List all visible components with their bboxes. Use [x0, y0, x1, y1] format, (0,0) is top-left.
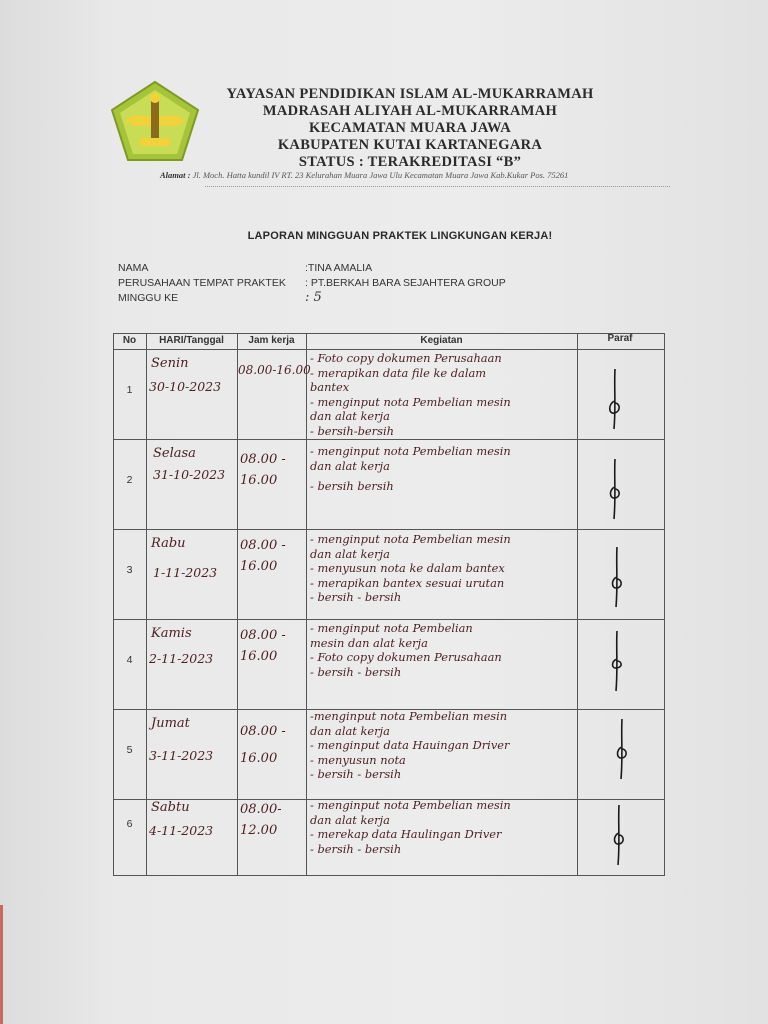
address-line: [160, 170, 680, 180]
header-day: HARI/Tanggal: [159, 335, 224, 346]
activity-line: - menginput nota Pembelian: [310, 621, 473, 635]
row-2-day: Selasa: [153, 446, 196, 461]
signature-row-5: [610, 717, 634, 781]
letterhead-divider: [205, 186, 670, 187]
activity-line: - Foto copy dokumen Perusahaan: [310, 650, 502, 665]
row-3-no: 3: [126, 564, 133, 576]
activity-line: dan alat kerja: [310, 546, 390, 561]
address-text: Jl. Moch. Hatta kundil IV RT. 23 Kelurahan Muara Jawa Ulu Kecamatan Muara Jawa Kab.Kukar Pos. 75261: [192, 170, 569, 180]
hours-start: 08.00 -: [240, 628, 286, 643]
activity-line: - merapikan bantex sesuai urutan: [310, 575, 505, 590]
paper-edge-mark: [0, 905, 3, 1024]
hours-start: 08.00 -: [240, 452, 286, 467]
row-divider: [113, 529, 665, 530]
row-2-activities: [310, 444, 511, 494]
hours-start: 08.00-: [240, 802, 282, 817]
row-2-hours: [240, 449, 286, 491]
col-divider: [146, 333, 147, 876]
activity-line: - merekap data Haulingan Driver: [310, 827, 502, 842]
row-3-day: Rabu: [151, 536, 186, 551]
week-value: : 5: [305, 290, 322, 305]
row-6-hours: [240, 799, 282, 841]
company-label: PERUSAHAAN TEMPAT PRAKTEK: [118, 277, 286, 289]
hours-end: 12.00: [240, 823, 278, 838]
row-divider: [113, 349, 665, 350]
hours-end: 16.00: [240, 649, 278, 664]
accreditation-status: STATUS : TERAKREDITASI “B”: [298, 154, 522, 170]
row-1-day: Senin: [151, 356, 189, 371]
activity-line: - menginput data Hauingan Driver: [310, 738, 510, 753]
row-3-date: 1-11-2023: [153, 565, 218, 580]
row-6-day: Sabtu: [151, 800, 190, 815]
district-name: KECAMATAN MUARA JAWA: [308, 120, 511, 136]
activity-line: dan alat kerja: [310, 458, 390, 473]
row-4-no: 4: [126, 654, 133, 666]
activity-line: -menginput nota Pembelian mesin: [310, 709, 508, 723]
activity-line: - menginput nota Pembelian mesin: [310, 532, 511, 546]
header-paraf: Paraf: [607, 333, 633, 344]
row-4-date: 2-11-2023: [149, 651, 214, 666]
activity-line: - merapikan data file ke dalam: [310, 365, 487, 380]
activity-line: - menginput nota Pembelian mesin: [310, 394, 511, 409]
activity-line: - menyusun nota ke dalam bantex: [310, 561, 505, 576]
activity-line: - bersih bersih: [310, 479, 394, 494]
signature-row-4: [605, 629, 629, 693]
activity-line: - menyusun nota: [310, 752, 406, 767]
name-value: :TINA AMALIA: [305, 262, 373, 274]
activity-line: dan alat kerja: [310, 723, 390, 738]
signature-row-1: [603, 367, 627, 431]
row-4-hours: [240, 625, 286, 667]
activity-line: dan alat kerja: [310, 812, 390, 827]
header-no: No: [122, 335, 137, 346]
hours-start: 08.00 -: [240, 538, 286, 553]
hours-end: 16.00: [240, 559, 278, 574]
row-3-activities: [310, 532, 511, 605]
activity-line: - menginput nota Pembelian mesin: [310, 444, 511, 458]
row-1-date: 30-10-2023: [149, 379, 222, 394]
row-5-no: 5: [126, 744, 133, 756]
hours-start: 08.00 -: [240, 724, 286, 739]
col-divider: [577, 333, 578, 876]
activity-line: mesin dan alat kerja: [310, 635, 428, 650]
row-4-activities: [310, 621, 502, 679]
school-name: MADRASAH ALIYAH AL-MUKARRAMAH: [262, 103, 558, 119]
letterhead: [160, 86, 660, 171]
header-activity: Kegiatan: [420, 335, 463, 346]
activity-line: - bersih - bersih: [310, 767, 402, 782]
activity-line: - Foto copy dokumen Perusahaan: [310, 351, 502, 365]
row-1-activities: [310, 351, 511, 439]
activity-table: [113, 333, 665, 876]
name-label: NAMA: [118, 262, 149, 274]
col-divider: [306, 333, 307, 876]
signature-row-3: [605, 545, 629, 609]
company-value: : PT.BERKAH BARA SEJAHTERA GROUP: [305, 277, 506, 289]
report-title: LAPORAN MINGGUAN PRAKTEK LINGKUNGAN KERJA!: [247, 230, 553, 242]
regency-name: KABUPATEN KUTAI KARTANEGARA: [277, 137, 543, 153]
row-5-date: 3-11-2023: [149, 748, 214, 763]
hours-end: 16.00: [240, 473, 278, 488]
row-5-day: Jumat: [151, 716, 190, 731]
row-1-no: 1: [126, 384, 133, 396]
row-6-activities: [310, 798, 511, 856]
row-divider: [113, 439, 665, 440]
row-4-day: Kamis: [151, 626, 192, 641]
foundation-name: YAYASAN PENDIDIKAN ISLAM AL-MUKARRAMAH: [226, 86, 594, 102]
hours-end: 16.00: [240, 751, 278, 766]
activity-line: - menginput nota Pembelian mesin: [310, 798, 511, 812]
signature-row-2: [603, 457, 627, 521]
row-6-no: 6: [126, 818, 133, 830]
signature-row-6: [607, 803, 631, 867]
col-divider: [237, 333, 238, 876]
header-hours: Jam kerja: [248, 335, 295, 346]
activity-line: - bersih - bersih: [310, 841, 402, 856]
row-5-hours: [240, 721, 286, 769]
activity-line: bantex: [310, 380, 350, 395]
row-2-date: 31-10-2023: [153, 467, 226, 482]
activity-line: - bersih - bersih: [310, 664, 402, 679]
row-2-no: 2: [126, 474, 133, 486]
row-1-hours: 08.00-16.00: [238, 363, 311, 377]
row-6-date: 4-11-2023: [149, 823, 214, 838]
activity-line: dan alat kerja: [310, 409, 390, 424]
address-label: Alamat :: [160, 170, 191, 180]
row-divider: [113, 619, 665, 620]
row-3-hours: [240, 535, 286, 577]
week-label: MINGGU KE: [118, 292, 179, 304]
activity-line: - bersih-bersih: [310, 423, 394, 438]
row-5-activities: [310, 709, 509, 782]
activity-line: - bersih - bersih: [310, 590, 402, 605]
